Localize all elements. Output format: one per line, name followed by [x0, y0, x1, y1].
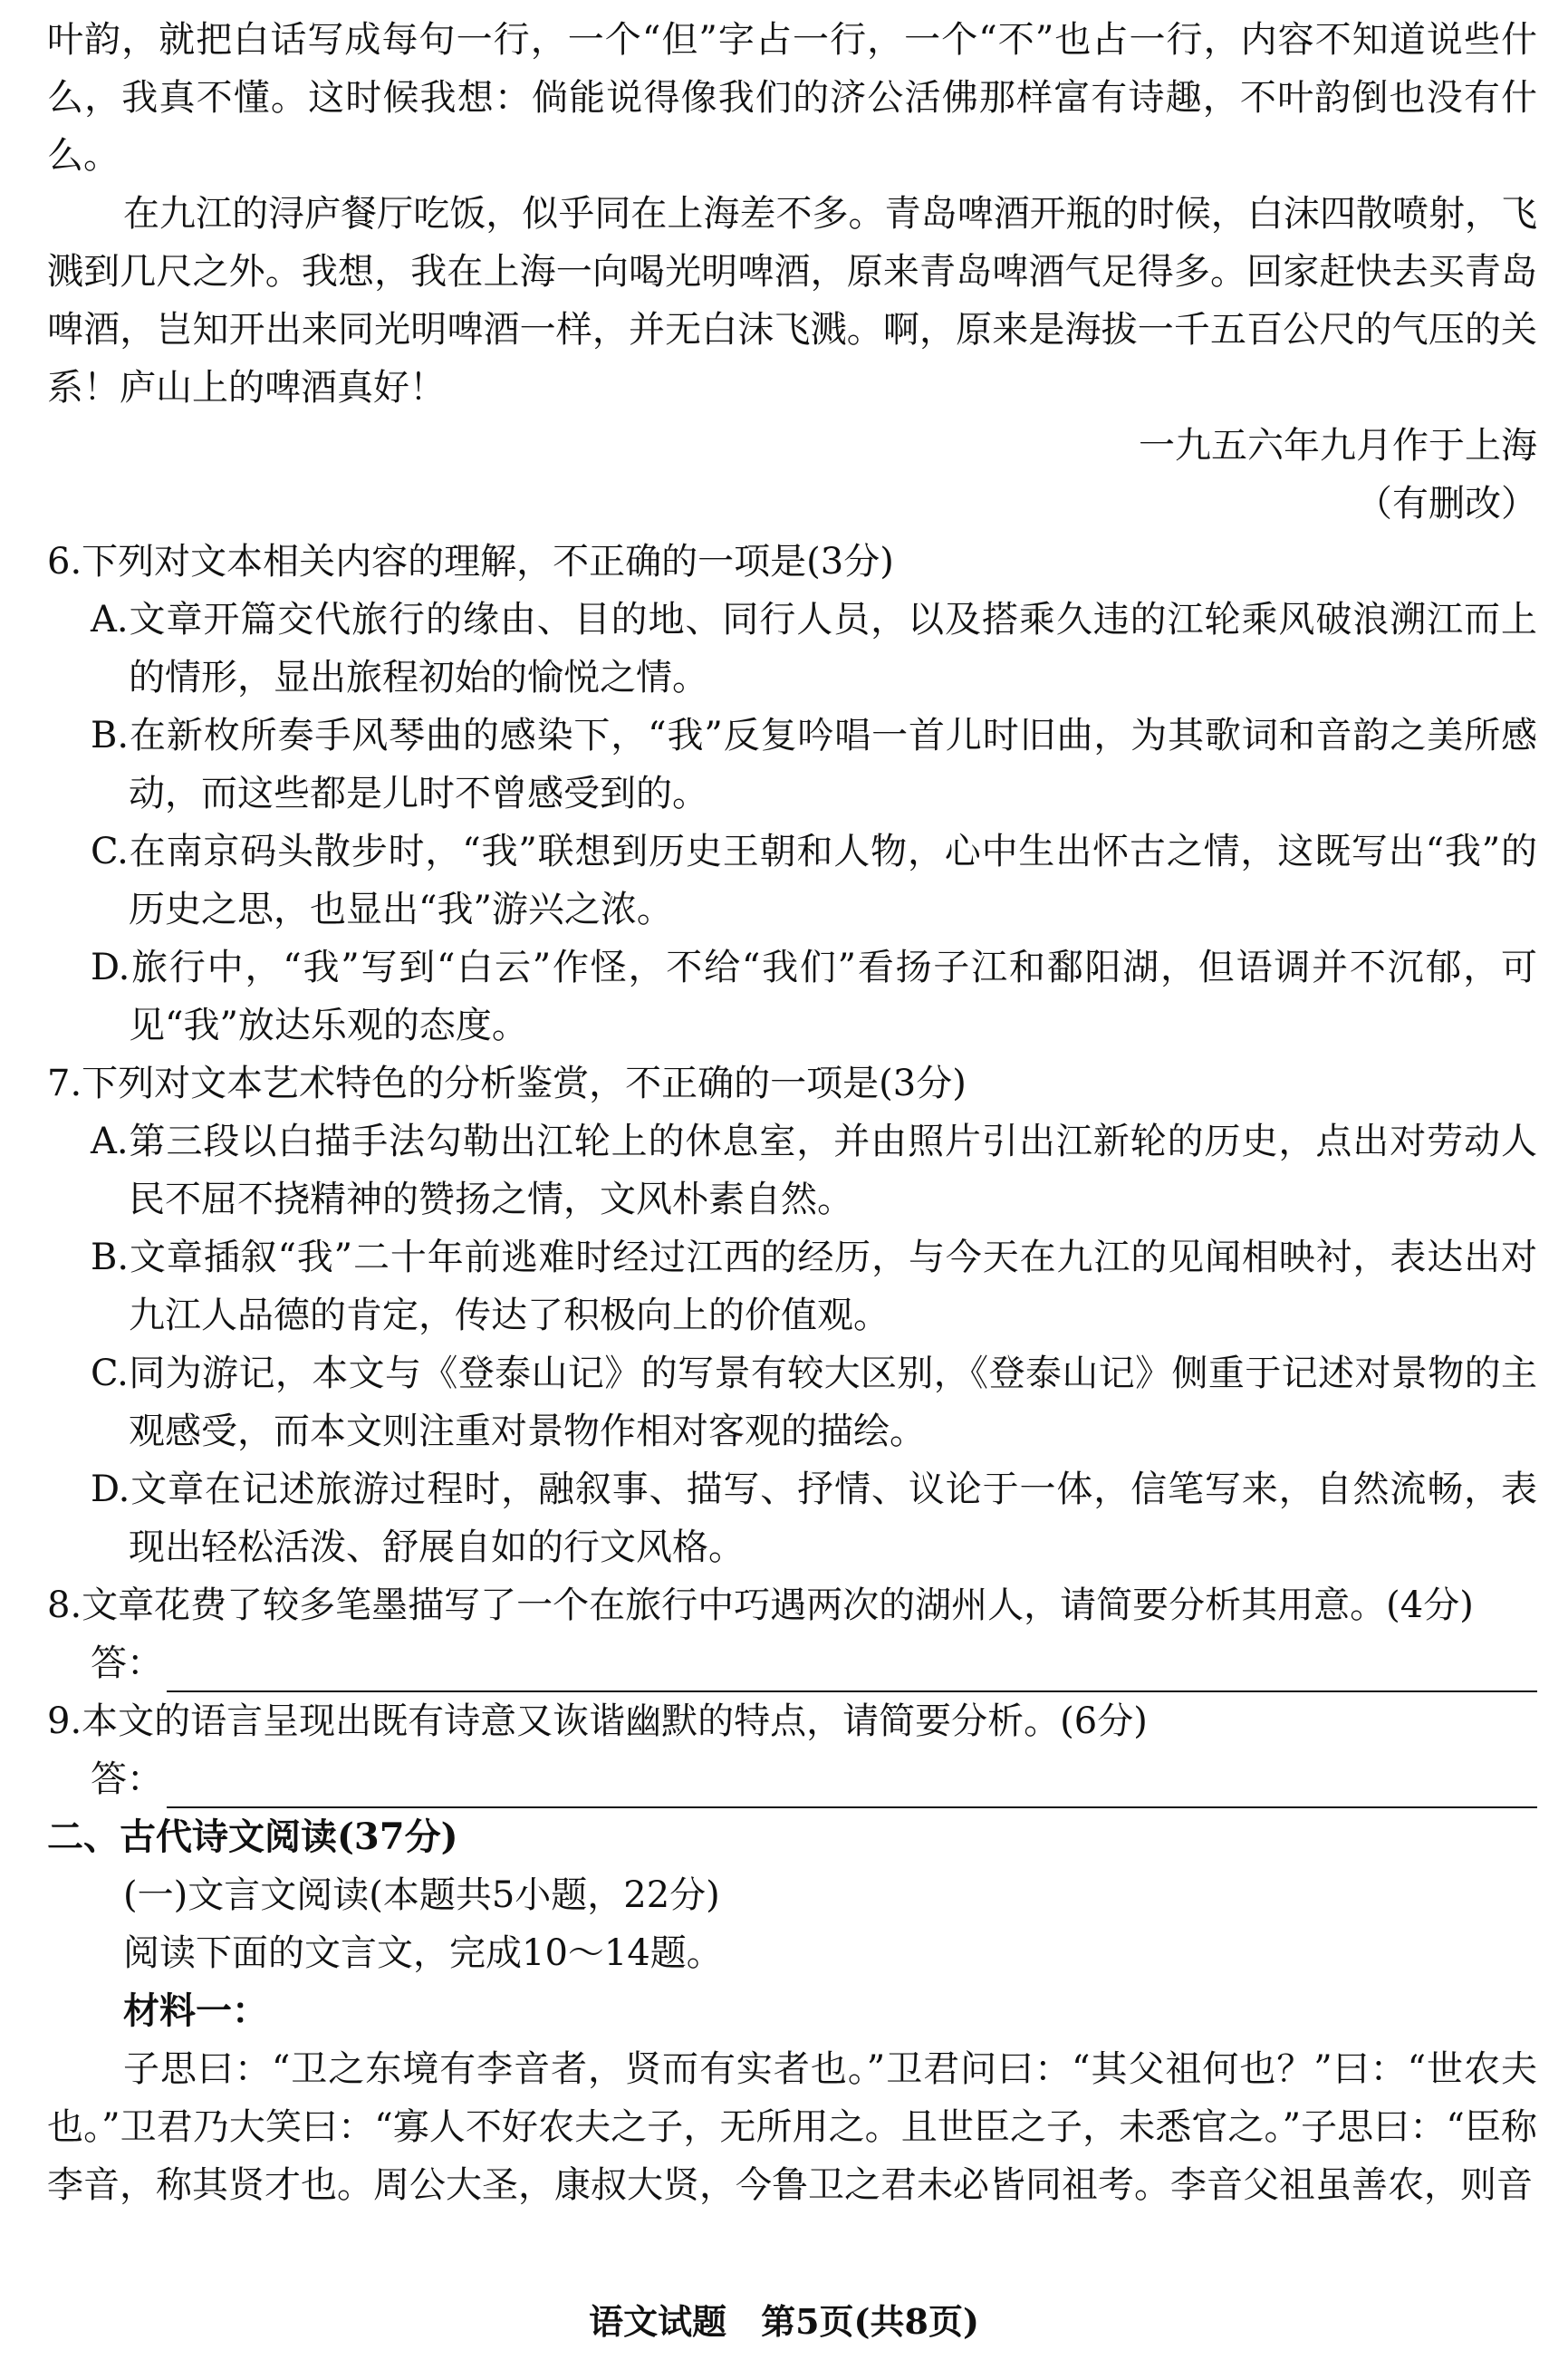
- question-9-stem: 9.本文的语言呈现出既有诗意又诙谐幽默的特点，请简要分析。(6分): [47, 1700, 1148, 1742]
- question-9: [47, 1692, 1537, 1808]
- question-8-answer-label: 答：: [91, 1642, 163, 1684]
- section-2: [47, 1808, 1537, 2214]
- question-7-option-d: D.文章在记述旅游过程时，融叙事、描写、抒情、议论于一体，信笔写来，自然流畅，表现出轻松活泼、舒展自如的行文风格。: [91, 1469, 1537, 1568]
- question-8-answer-field[interactable]: [47, 1634, 1537, 1692]
- question-7-option-c: C.同为游记，本文与《登泰山记》的写景有较大区别，《登泰山记》侧重于记述对景物的主观感受，而本文则注重对景物作相对客观的描绘。: [91, 1353, 1537, 1452]
- question-9-answer-line[interactable]: [167, 1765, 1537, 1808]
- question-6-option-b: B.在新枚所奏手风琴曲的感染下，“我”反复吟唱一首儿时旧曲，为其歌词和音韵之美所感动，而这些都是儿时不曾感受到的。: [91, 715, 1537, 814]
- question-9-answer-label: 答：: [91, 1758, 163, 1800]
- question-8: [47, 1576, 1537, 1692]
- passage-note: （有删改）: [1356, 483, 1537, 525]
- material-1-text: 子思曰：“卫之东境有李音者，贤而有实者也。”卫君问曰：“其父祖何也？”曰：“世农夫也。”卫君乃大笑曰：“寡人不好农夫之子，无所用之。且世臣之子，未悉官之。”子思曰：“臣称李音，称其贤才也。周公大圣，康叔大贤，今鲁卫之君未必皆同祖考。李音父祖虽善农，则音: [47, 2048, 1537, 2206]
- passage-paragraph-2: 在九江的浔庐餐厅吃饭，似乎同在上海差不多。青岛啤酒开瓶的时候，白沫四散喷射，飞溅到几尺之外。我想，我在上海一向喝光明啤酒，原来青岛啤酒气足得多。回家赶快去买青岛啤酒，岂知开出来同光明啤酒一样，并无白沫飞溅。啊，原来是海拔一千五百公尺的气压的关系！庐山上的啤酒真好！: [47, 193, 1537, 409]
- exam-page: [47, 11, 1537, 2214]
- question-6-option-a: A.文章开篇交代旅行的缘由、目的地、同行人员，以及搭乘久违的江轮乘风破浪溯江而上的情形，显出旅程初始的愉悦之情。: [91, 599, 1537, 698]
- material-1-label: 材料一：: [123, 1989, 268, 2032]
- section-2-title: 二、古代诗文阅读(37分): [47, 1816, 458, 1858]
- question-7-stem: 7.下列对文本艺术特色的分析鉴赏，不正确的一项是(3分): [47, 1063, 967, 1104]
- question-6-stem: 6.下列对文本相关内容的理解，不正确的一项是(3分): [47, 541, 894, 583]
- question-8-answer-line[interactable]: [167, 1649, 1537, 1692]
- question-8-stem: 8.文章花费了较多笔墨描写了一个在旅行中巧遇两次的湖州人，请简要分析其用意。(4分): [47, 1584, 1474, 1626]
- question-7: [47, 1055, 1537, 1576]
- question-9-answer-field[interactable]: [47, 1750, 1537, 1808]
- question-7-option-b: B.文章插叙“我”二十年前逃难时经过江西的经历，与今天在九江的见闻相映衬，表达出对九江人品德的肯定，传达了积极向上的价值观。: [91, 1237, 1537, 1336]
- passage-date-line: 一九五六年九月作于上海: [1139, 425, 1537, 467]
- section-2-subtitle: (一)文言文阅读(本题共5小题，22分): [123, 1874, 720, 1916]
- question-6-option-d: D.旅行中，“我”写到“白云”作怪，不给“我们”看扬子江和鄱阳湖，但语调并不沉郁，可见“我”放达乐观的态度。: [91, 947, 1537, 1046]
- page-footer: 语文试题 第5页(共8页): [589, 2301, 979, 2342]
- question-6: [47, 533, 1537, 1055]
- section-2-instruction: 阅读下面的文言文，完成10～14题。: [123, 1932, 723, 1974]
- passage-paragraph-1: 叶韵，就把白话写成每句一行，一个“但”字占一行，一个“不”也占一行，内容不知道说些什么，我真不懂。这时候我想：倘能说得像我们的济公活佛那样富有诗趣，不叶韵倒也没有什么。: [47, 19, 1537, 177]
- question-7-option-a: A.第三段以白描手法勾勒出江轮上的休息室，并由照片引出江新轮的历史，点出对劳动人民不屈不挠精神的赞扬之情，文风朴素自然。: [91, 1121, 1537, 1220]
- question-6-option-c: C.在南京码头散步时，“我”联想到历史王朝和人物，心中生出怀古之情，这既写出“我”的历史之思，也显出“我”游兴之浓。: [91, 831, 1537, 930]
